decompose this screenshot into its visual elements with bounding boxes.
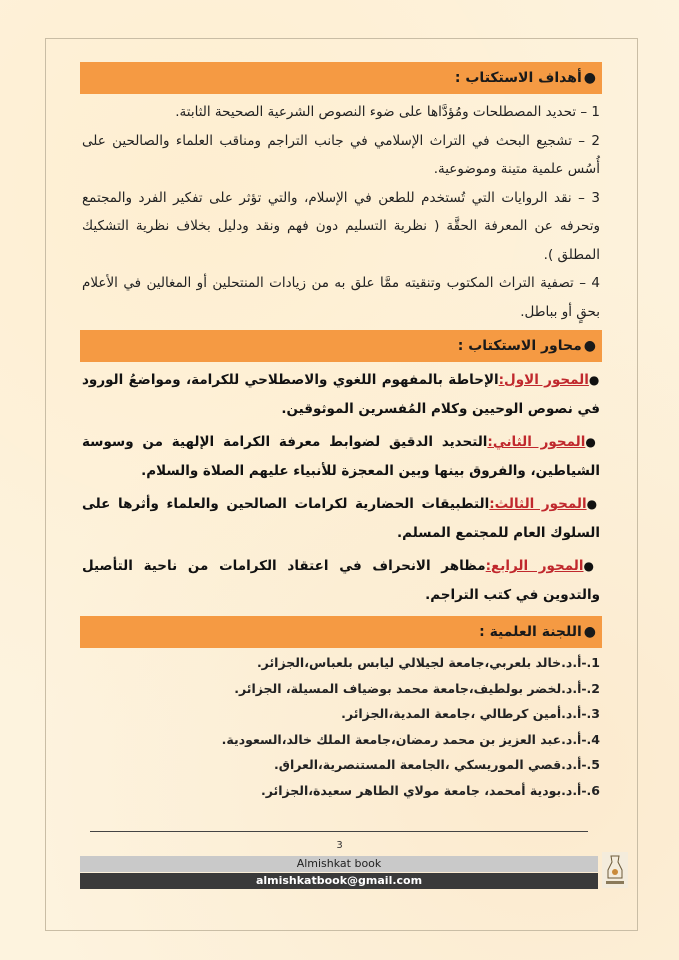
- page-number: 3: [336, 840, 343, 851]
- committee-member: 4.-أ.د.عبد العزيز بن محمد رمضان،جامعة الملك خالد،السعودية.: [221, 731, 600, 747]
- axis-label: المحور الثاني:: [487, 434, 586, 450]
- objective-item: 4 – تصفية التراث المكتوب وتنقيته ممَّا علق به من زيادات المنتحلين أو المغالين في الأعلام بحقٍ أو بباطل.: [82, 275, 600, 320]
- axis-label: المحور الثالث:: [489, 496, 587, 512]
- section-title: محاور الاستكتاب :: [457, 338, 582, 354]
- section-header-axes: [80, 330, 602, 362]
- bullet-icon: ●: [583, 559, 600, 573]
- committee-member: 3.-أ.د.أمين كرطالي ،جامعة المدية،الجزائر.: [341, 706, 600, 721]
- axis-item: [80, 490, 602, 548]
- objective-item: 1 – تحديد المصطلحات ومُؤدَّاها على ضوء النصوص الشرعية الصحيحة الثابتة.: [175, 104, 600, 120]
- section-title: أهداف الاستكتاب :: [454, 70, 582, 86]
- bullet-icon: ●: [586, 497, 600, 511]
- axis-label: المحور الرابع:: [485, 558, 584, 574]
- committee-member: 1.-أ.د.خالد بلعربي،جامعة لجيلالي ليابس بلعباس،الجزائر.: [256, 655, 600, 670]
- section-header-committee: [80, 616, 602, 648]
- section-header-objectives: [80, 62, 602, 94]
- axis-text: مظاهر الانحراف في اعتقاد الكرامات من ناحية التأصيل والتدوين في كتب التراجم.: [82, 558, 600, 603]
- axis-item: [80, 428, 602, 486]
- objective-item: 2 – تشجيع البحث في التراث الإسلامي في جانب التراجم ومناقب العلماء والصالحين على أُسُس علمية متينة وموضوعية.: [82, 132, 600, 177]
- bullet-icon: ●: [583, 70, 596, 86]
- axis-text: التحديد الدقيق لضوابط معرفة الكرامة الإلهية من وسوسة الشياطين، والفروق بينها وبين المعجزة للأنبياء عليهم الصلاة والسلام.: [82, 434, 600, 479]
- committee-member: 5.-أ.د.قصي الموريسكي ،الجامعة المستنصرية،العراق.: [274, 757, 600, 772]
- bullet-icon: ●: [588, 373, 600, 387]
- bullet-icon: ●: [583, 338, 596, 354]
- axis-label: المحور الاول:: [498, 372, 589, 388]
- axis-text: التطبيقات الحضارية لكرامات الصالحين والعلماء وأثرها على السلوك العام للمجتمع المسلم.: [82, 496, 600, 541]
- committee-member: 2.-أ.د.لخضر بولطيف،جامعة محمد بوضياف المسيلة، الجزائر.: [234, 680, 600, 696]
- section-title: اللجنة العلمية :: [479, 624, 582, 640]
- email-bar: almishkatbook@gmail.com: [80, 873, 598, 889]
- publisher-bar: Almishkat book: [80, 856, 598, 872]
- publisher-logo-icon: [602, 852, 628, 888]
- bullet-icon: ●: [583, 624, 596, 640]
- footer-divider: [90, 831, 588, 832]
- axis-item: [80, 366, 602, 424]
- axis-item: [80, 552, 602, 610]
- page-content: [80, 62, 602, 803]
- objective-item: 3 – نقد الروايات التي تُستخدم للطعن في الإسلام، والتي تؤثر على تفكير الفرد والمجتمع وتحرفه عن المعرفة الحقَّة ( نظرية التسليم دون فهم ونقد ودليل بخلاف نظرية التشكيك المطلق ).: [82, 189, 600, 263]
- committee-member: 6.-أ.د.بودية أمحمد، جامعة مولاي الطاهر سعيدة،الجزائر.: [261, 782, 600, 798]
- axis-text: الإحاطة بالمفهوم اللغوي والاصطلاحي للكرامة، ومواضعُ الورود في نصوص الوحيين وكلام المُفسرين الموثوقين.: [82, 372, 600, 417]
- bullet-icon: ●: [585, 435, 600, 449]
